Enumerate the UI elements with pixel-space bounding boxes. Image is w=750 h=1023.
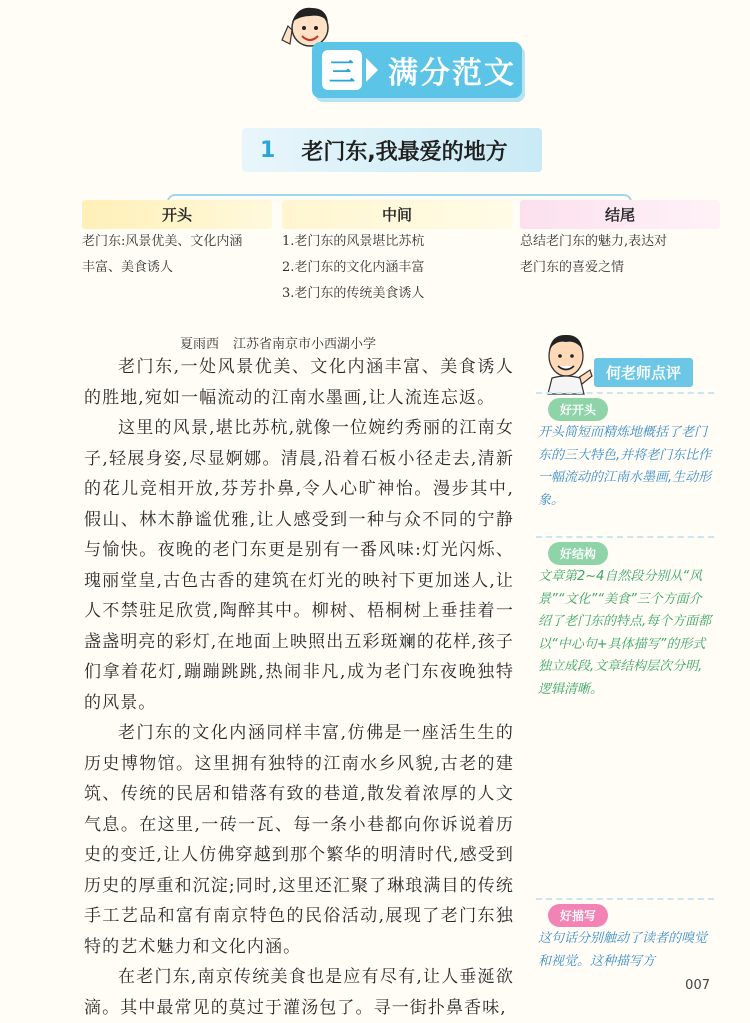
teacher-comment-header (540, 330, 730, 394)
essay-title: 老门东,我最爱的地方 (301, 139, 508, 165)
essay-paragraph: 老门东,一处风景优美、文化内涵丰富、美食诱人的胜地,宛如一幅流动的江南水墨画,让人流连忘返。 (84, 357, 514, 408)
author-school: 江苏省南京市小西湖小学 (233, 337, 377, 352)
outline-end-line: 总结老门东的魅力,表达对 (520, 234, 668, 249)
outline-middle (282, 200, 512, 307)
section-banner (270, 0, 530, 110)
structure-outline (82, 186, 722, 306)
comment-label-opening: 好开头 (548, 398, 608, 421)
essay-paragraph: 在老门东,南京传统美食也是应有尽有,让人垂涎欲滴。其中最常见的莫过于灌汤包了。寻一街扑鼻香味, (84, 967, 514, 1018)
outline-start-head: 开头 (82, 200, 272, 229)
divider (536, 898, 714, 900)
outline-middle-line: 3.老门东的传统美食诱人 (282, 286, 425, 301)
comment-label-structure: 好结构 (548, 542, 608, 565)
teacher-cartoon-icon (540, 330, 596, 394)
outline-middle-head: 中间 (282, 200, 512, 229)
essay-paragraph: 老门东的文化内涵同样丰富,仿佛是一座活生生的历史博物馆。这里拥有独特的江南水乡风貌,古老的建筑、传统的民居和错落有致的巷道,散发着浓厚的人文气息。在这里,一砖一瓦、每一条小巷都向你诉说着历史的变迁,让人仿佛穿越到那个繁华的明清时代,感受到历史的厚重和沉淀;同时,这里还汇聚了琳琅满目的传统手工艺品和富有南京特色的民俗活动,展现了老门东独特的艺术魅力和文化内涵。 (84, 723, 514, 957)
comment-text-opening: 开头简短而精炼地概括了老门东的三大特色,并将老门东比作一幅流动的江南水墨画,生动形象。 (538, 425, 712, 508)
divider (536, 536, 714, 538)
teacher-comment-tag: 何老师点评 (594, 358, 693, 387)
section-title-bar (312, 42, 522, 98)
essay-title-bar (242, 128, 542, 172)
essay-number: 1 (260, 137, 276, 163)
essay-paragraph: 这里的风景,堪比苏杭,就像一位婉约秀丽的江南女子,轻展身姿,尽显婀娜。清晨,沿着石板小径走去,清新的花儿竞相开放,芬芳扑鼻,令人心旷神怡。漫步其中,假山、林木静谧优雅,让人感受到一种与众不同的宁静与愉快。夜晚的老门东更是别有一番风味:灯光闪烁、瑰丽堂皇,古色古香的建筑在灯光的映衬下更加迷人,让人不禁驻足欣赏,陶醉其中。柳树、梧桐树上垂挂着一盏盏明亮的彩灯,在地面上映照出五彩斑斓的花样,孩子们拿着花灯,蹦蹦跳跳,热闹非凡,成为老门东夜晚独特的风景。 (84, 418, 514, 713)
section-arrow-icon (366, 58, 378, 82)
page-number: 007 (685, 978, 710, 993)
outline-middle-line: 2.老门东的文化内涵丰富 (282, 260, 425, 275)
outline-start (82, 200, 272, 281)
comment-text-description: 这句话分别触动了读者的嗅觉和视觉。这种描写方 (538, 931, 708, 969)
comment-text-structure: 文章第2~4自然段分别从“风景”“文化”“美食”三个方面介绍了老门东的特点,每个方面都以“中心句+具体描写”的形式独立成段,文章结构层次分明,逻辑清晰。 (538, 569, 712, 697)
outline-middle-line: 1.老门东的风景堪比苏杭 (282, 234, 425, 249)
outline-start-line: 丰富、美食诱人 (82, 260, 174, 275)
essay-body (84, 352, 514, 1023)
outline-end-head: 结尾 (520, 200, 720, 229)
comment-label-description: 好描写 (548, 904, 608, 927)
section-title: 满分范文 (388, 56, 516, 91)
outline-end (520, 200, 720, 281)
outline-start-line: 老门东:风景优美、文化内涵 (82, 234, 243, 249)
outline-end-line: 老门东的喜爱之情 (520, 260, 625, 275)
author-line (180, 333, 390, 352)
divider (536, 392, 714, 394)
author-name: 夏雨西 (180, 337, 220, 352)
section-number: 三 (322, 50, 362, 90)
